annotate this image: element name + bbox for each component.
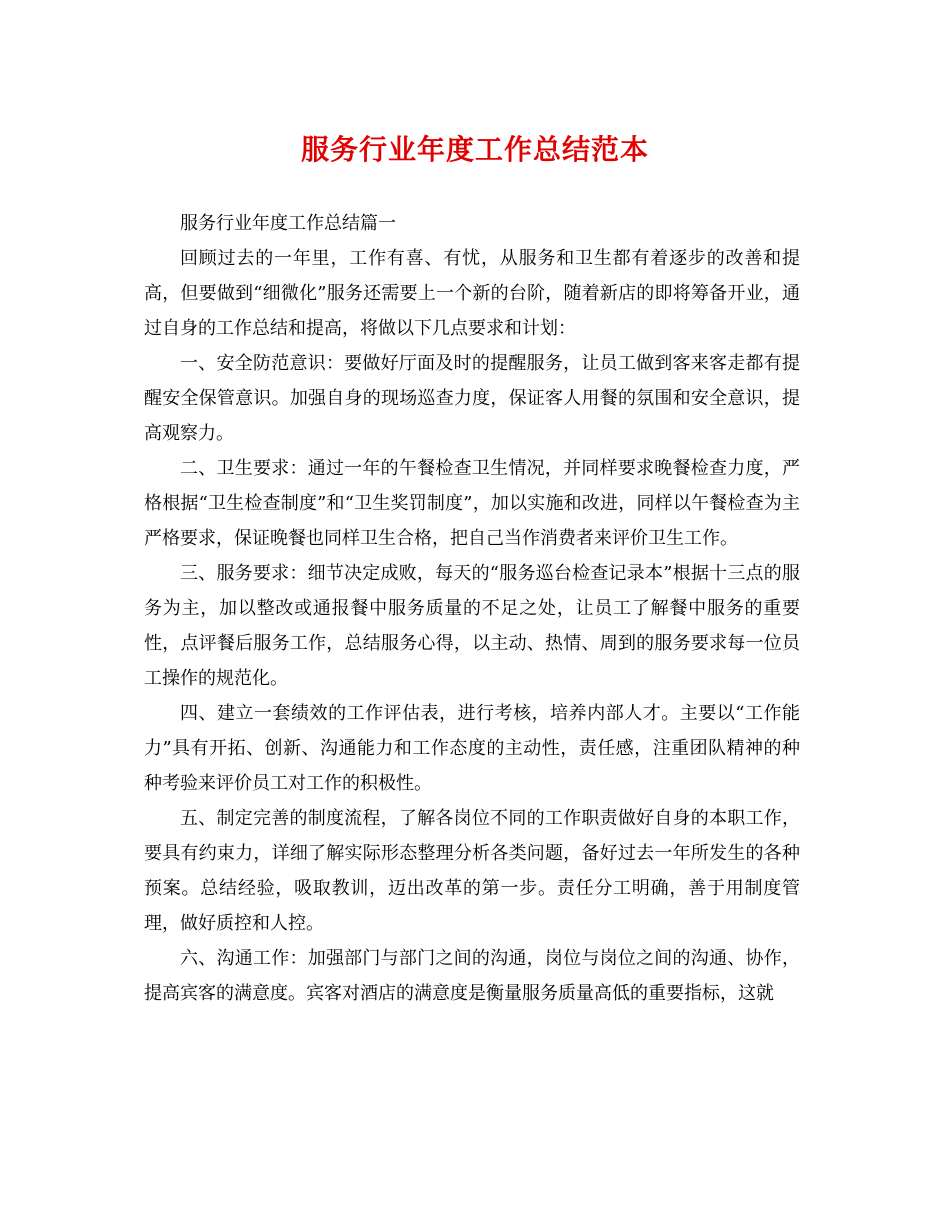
paragraph-service: 三、服务要求：细节决定成败，每天的“服务巡台检查记录本”根据十三点的服务为主，加以整改或通报餐中服务质量的不足之处，让员工了解餐中服务的重要性，点评餐后服务工作，总结服务心得，以主动、热情、周到的服务要求每一位员工操作的规范化。: [144, 563, 800, 689]
paragraph-evaluation: 四、建立一套绩效的工作评估表，进行考核，培养内部人才。主要以“工作能力”具有开拓、创新、沟通能力和工作态度的主动性，责任感，注重团队精神的种种考验来评价员工对工作的积极性。: [144, 703, 800, 794]
paragraph-intro: 回顾过去的一年里，工作有喜、有忧，从服务和卫生都有着逐步的改善和提高，但要做到“细微化”服务还需要上一个新的台阶，随着新店的即将筹备开业，通过自身的工作总结和提高，将做以下几点要求和计划：: [144, 248, 800, 339]
paragraph-safety: 一、安全防范意识：要做好厅面及时的提醒服务，让员工做到客来客走都有提醒安全保管意识。加强自身的现场巡查力度，保证客人用餐的氛围和安全意识，提高观察力。: [144, 353, 800, 444]
document-body: [144, 206, 800, 1011]
section-heading: 服务行业年度工作总结篇一: [180, 213, 396, 234]
paragraph-process: 五、制定完善的制度流程，了解各岗位不同的工作职责做好自身的本职工作，要具有约束力，详细了解实际形态整理分析各类问题，备好过去一年所发生的各种预案。总结经验，吸取教训，迈出改革的第一步。责任分工明确，善于用制度管理，做好质控和人控。: [144, 808, 800, 934]
document-title: 服务行业年度工作总结范本: [300, 133, 649, 166]
paragraph-hygiene: 二、卫生要求：通过一年的午餐检查卫生情况，并同样要求晚餐检查力度，严格根据“卫生检查制度”和“卫生奖罚制度”，加以实施和改进，同样以午餐检查为主严格要求，保证晚餐也同样卫生合格，把自己当作消费者来评价卫生工作。: [144, 458, 800, 549]
paragraph-communication: 六、沟通工作：加强部门与部门之间的沟通，岗位与岗位之间的沟通、协作，提高宾客的满意度。宾客对酒店的满意度是衡量服务质量高低的重要指标，这就: [144, 948, 800, 1004]
